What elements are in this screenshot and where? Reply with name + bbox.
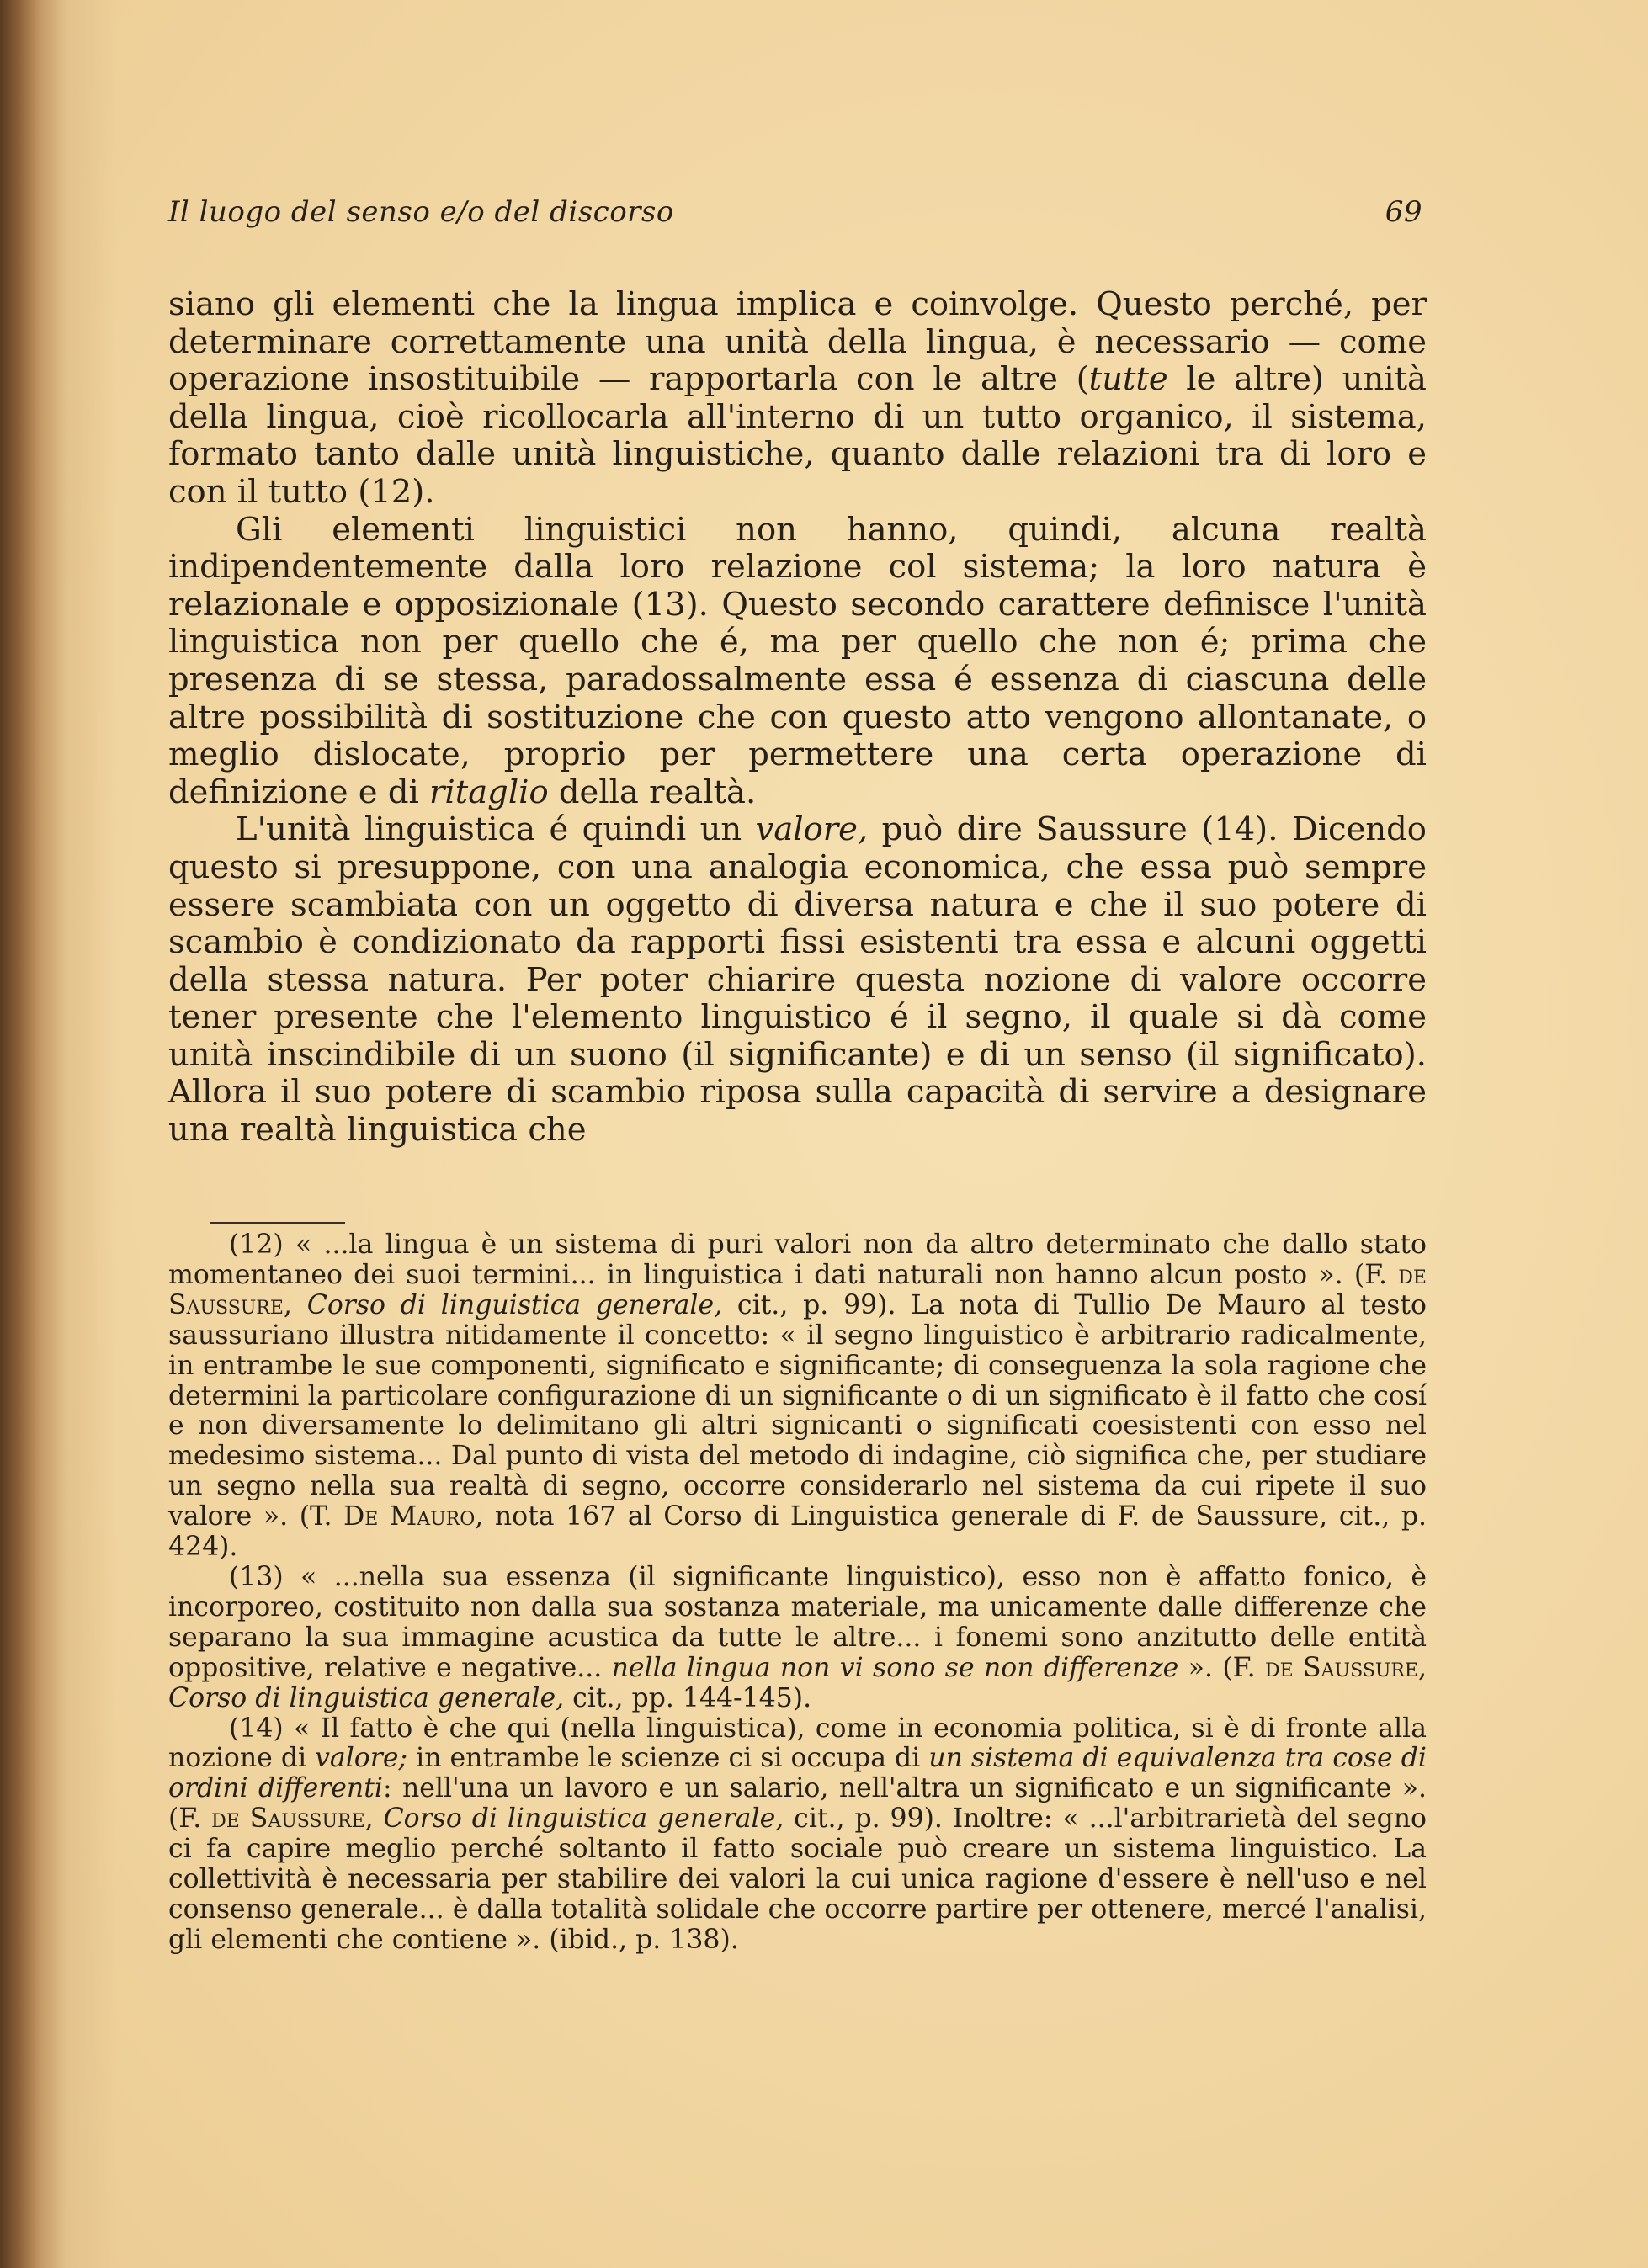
paragraph-3 xyxy=(168,811,1427,1149)
footnote-divider xyxy=(210,1222,345,1224)
footnote-14 xyxy=(168,1714,1427,1956)
paragraph-text: le altre) unità della lingua, cioè ricollocarla all'interno di un tutto organico, il sistema, formato tanto dalle unità linguistiche, quanto dalle relazioni tra di loro e con il tutto (12). xyxy=(168,360,1427,511)
footnote-12 xyxy=(168,1230,1427,1563)
author-name: de Saussure, xyxy=(168,1259,1427,1320)
paragraph-1 xyxy=(168,286,1427,512)
paragraph-text: Gli elementi linguistici non hanno, quindi, alcuna realtà indipendentemente dalla loro relazione col sistema; la loro natura è relazionale e opposizionale (13). Questo secondo carattere definisce l'unità linguistica non per quello che é, ma per quello che non é; prima che presenza di se stessa, paradossalmente essa é essenza di ciascuna delle altre possibilità di sostituzione che con questo atto vengono allontanate, o meglio dislocate, proprio per permettere una certa operazione di definizione e di xyxy=(168,510,1427,811)
footnote-text: cit., p. 99). Inoltre: « ...l'arbitrarietà del segno ci fa capire meglio perché soltanto il fatto sociale può creare un sistema linguistico. La collettività è necessaria per stabilire dei valori la cui unica ragione d'essere è nell'uso e nel consenso generale... è dalla totalità solidale che occorre partire per ottenere, mercé l'analisi, gli elementi che contiene ». (ibid., p. 138). xyxy=(168,1803,1427,1955)
page-number: 69 xyxy=(1385,195,1422,229)
emphasis-text: ritaglio xyxy=(429,773,549,811)
paragraph-text: della realtà. xyxy=(548,773,757,811)
emphasis-text: un sistema di equivalenza tra cose di ordini differenti xyxy=(168,1743,1427,1804)
book-title: Corso di linguistica generale, xyxy=(306,1289,723,1320)
footnote-text: (13) « ...nella sua essenza (il significante linguistico), esso non è affatto fonico, è incorporeo, costituito non dalla sua sostanza materiale, ma unicamente dalle differenze che separano la sua immagine acustica da tutte le altre... i fonemi sono anzitutto delle entità oppositive, relative e negative... xyxy=(168,1561,1427,1683)
book-title: Corso di linguistica generale, xyxy=(383,1803,784,1835)
footnote-text: cit., pp. 144-145). xyxy=(564,1682,812,1713)
author-name: de Saussure, xyxy=(211,1803,374,1835)
footnotes xyxy=(168,1230,1427,1956)
footnote-text: (12) « ...la lingua è un sistema di puri valori non da altro determinato che dallo stato momentaneo dei suoi termini... in linguistica i dati naturali non hanno alcun posto ». (F. xyxy=(168,1230,1427,1290)
page-header xyxy=(168,195,1422,237)
author-name: De Mauro, xyxy=(343,1501,484,1532)
emphasis-text: valore, xyxy=(755,810,869,849)
running-title: Il luogo del senso e/o del discorso xyxy=(168,195,674,229)
emphasis-text: tutte xyxy=(1088,360,1168,399)
main-text xyxy=(168,286,1427,1150)
footnote-text: nota 167 al Corso di Linguistica generale di F. de Saussure, cit., p. 424). xyxy=(168,1501,1427,1563)
footnote-text: ». (F. xyxy=(1178,1652,1265,1683)
footnote-text: cit., p. 99). La nota di Tullio De Mauro al testo saussuriano illustra nitidamente il concetto: « il segno linguistico è arbitrario radicalmente, in entrambe le sue componenti, significato e significante; di conseguenza la sola ragione che determini la particolare configurazione di un significante o di un significato è il fatto che cosí e non diversamente lo delimitano gli altri signicanti o significati coesistenti con esso nel medesimo sistema... Dal punto di vista del metodo di indagine, ciò significa che, per studiare un segno nella sua realtà di segno, occorre considerarlo nel sistema da cui ripete il suo valore ». (T. xyxy=(168,1289,1427,1532)
paragraph-text: siano gli elementi che la lingua implica e coinvolge. Questo perché, per determinare correttamente una unità della lingua, è necessario — come operazione insostituibile — rapportarla con le altre ( xyxy=(168,285,1427,399)
footnote-13 xyxy=(168,1563,1427,1714)
footnote-text: : nell'una un lavoro e un salario, nell'altra un significato e un significante ». (F. xyxy=(168,1773,1427,1835)
footnote-text: (14) « Il fatto è che qui (nella linguistica), come in economia politica, si è di fronte alla nozione di xyxy=(168,1713,1427,1774)
paragraph-2 xyxy=(168,512,1427,812)
paragraph-text: L'unità linguistica é quindi un xyxy=(236,810,756,849)
emphasis-text: valore; xyxy=(315,1743,408,1774)
book-title: Corso di linguistica generale, xyxy=(168,1682,565,1713)
author-name: de Saussure, xyxy=(1264,1652,1427,1683)
paragraph-text: può dire Saussure (14). Dicendo questo si presuppone, con una analogia economica, che essa può sempre essere scambiata con un oggetto di diversa natura e che il suo potere di scambio è condizionato da rapporti fissi esistenti tra essa e alcuni oggetti della stessa natura. Per poter chiarire questa nozione di valore occorre tener presente che l'elemento linguistico é il segno, il quale si dà come unità inscindibile di un suono (il significante) e di un senso (il significato). Allora il suo potere di scambio riposa sulla capacità di servire a designare una realtà linguistica che xyxy=(168,810,1427,1150)
footnote-text: in entrambe le scienze ci si occupa di xyxy=(407,1743,929,1774)
emphasis-text: nella lingua non vi sono se non differenze xyxy=(611,1652,1179,1683)
